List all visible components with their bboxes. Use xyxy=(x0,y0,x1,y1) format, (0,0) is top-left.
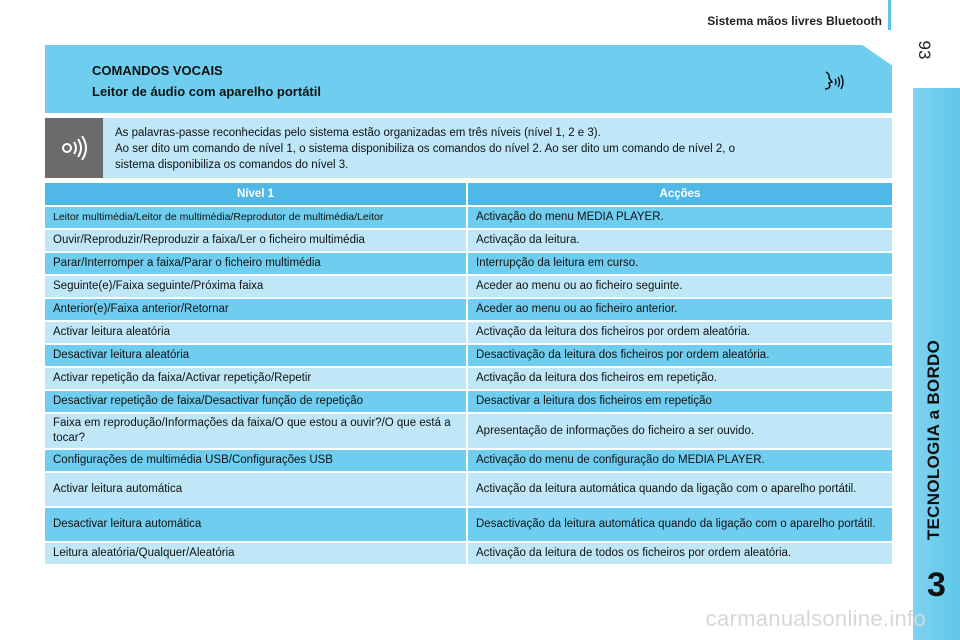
table-row xyxy=(45,345,892,368)
action-cell: Interrupção da leitura em curso. xyxy=(468,253,892,276)
table-row xyxy=(45,276,892,299)
table-row xyxy=(45,391,892,414)
command-cell: Desactivar repetição de faixa/Desactivar função de repetição xyxy=(45,391,468,414)
action-cell: Activação da leitura automática quando da ligação com o aparelho portátil. xyxy=(468,473,892,508)
table-row xyxy=(45,299,892,322)
command-cell: Activar leitura aleatória xyxy=(45,322,468,345)
table-row xyxy=(45,473,892,508)
page-number: 93 xyxy=(915,40,934,60)
action-cell: Activação do menu MEDIA PLAYER. xyxy=(468,207,892,230)
table-row xyxy=(45,543,892,566)
chapter-number: 3 xyxy=(927,566,946,604)
command-cell: Leitura aleatória/Qualquer/Aleatória xyxy=(45,543,468,566)
table-row xyxy=(45,508,892,543)
table-row xyxy=(45,450,892,473)
section-banner xyxy=(45,45,892,113)
action-cell: Activação da leitura dos ficheiros por ordem aleatória. xyxy=(468,322,892,345)
action-cell: Desactivação da leitura dos ficheiros por ordem aleatória. xyxy=(468,345,892,368)
section-subtitle: Leitor de áudio com aparelho portátil xyxy=(92,84,321,99)
action-cell: Activação da leitura. xyxy=(468,230,892,253)
table-row xyxy=(45,414,892,450)
voice-command-icon xyxy=(820,68,846,94)
action-cell: Desactivar a leitura dos ficheiros em repetição xyxy=(468,391,892,414)
header-rule xyxy=(888,0,891,30)
watermark: carmanualsonline.info xyxy=(705,606,926,631)
action-cell: Activação da leitura de todos os ficheiros por ordem aleatória. xyxy=(468,543,892,566)
command-cell: Faixa em reprodução/Informações da faixa/O que estou a ouvir?/O que está a tocar? xyxy=(45,414,468,450)
table-row xyxy=(45,322,892,345)
column-header-level: Nível 1 xyxy=(45,183,468,207)
action-cell: Activação da leitura dos ficheiros em repetição. xyxy=(468,368,892,391)
action-cell: Desactivação da leitura automática quando da ligação com o aparelho portátil. xyxy=(468,508,892,543)
action-cell: Activação do menu de configuração do MEDIA PLAYER. xyxy=(468,450,892,473)
action-cell: Apresentação de informações do ficheiro a ser ouvido. xyxy=(468,414,892,450)
speaker-sound-icon xyxy=(59,135,89,161)
command-cell: Seguinte(e)/Faixa seguinte/Próxima faixa xyxy=(45,276,468,299)
command-cell: Desactivar leitura aleatória xyxy=(45,345,468,368)
command-cell: Leitor multimédia/Leitor de multimédia/Reprodutor de multimédia/Leitor xyxy=(45,207,468,230)
command-cell: Parar/Interromper a faixa/Parar o ficheiro multimédia xyxy=(45,253,468,276)
command-cell: Configurações de multimédia USB/Configurações USB xyxy=(45,450,468,473)
command-cell: Activar leitura automática xyxy=(45,473,468,508)
command-cell: Activar repetição da faixa/Activar repetição/Repetir xyxy=(45,368,468,391)
table-row xyxy=(45,230,892,253)
section-title: COMANDOS VOCAIS xyxy=(92,63,223,78)
chapter-tab-label: TECNOLOGIA a BORDO xyxy=(924,339,943,541)
info-line-1: As palavras-passe reconhecidas pelo sistema estão organizadas em três níveis (nível 1, 2 e 3). xyxy=(115,127,601,139)
command-cell: Desactivar leitura automática xyxy=(45,508,468,543)
header-title: Sistema mãos livres Bluetooth xyxy=(707,14,882,28)
table-row xyxy=(45,253,892,276)
table-row xyxy=(45,368,892,391)
info-line-3: sistema disponibiliza os comandos do nível 3. xyxy=(115,159,349,171)
command-cell: Anterior(e)/Faixa anterior/Retornar xyxy=(45,299,468,322)
table-row xyxy=(45,207,892,230)
action-cell: Aceder ao menu ou ao ficheiro anterior. xyxy=(468,299,892,322)
command-cell: Ouvir/Reproduzir/Reproduzir a faixa/Ler o ficheiro multimédia xyxy=(45,230,468,253)
info-line-2: Ao ser dito um comando de nível 1, o sistema disponibiliza os comandos do nível 2. Ao ser dito um comando de nível 2, o xyxy=(115,143,736,155)
table-header-row xyxy=(45,183,892,207)
voice-commands-table xyxy=(45,183,892,566)
info-text xyxy=(115,125,875,173)
action-cell: Aceder ao menu ou ao ficheiro seguinte. xyxy=(468,276,892,299)
column-header-actions: Acções xyxy=(468,183,892,207)
